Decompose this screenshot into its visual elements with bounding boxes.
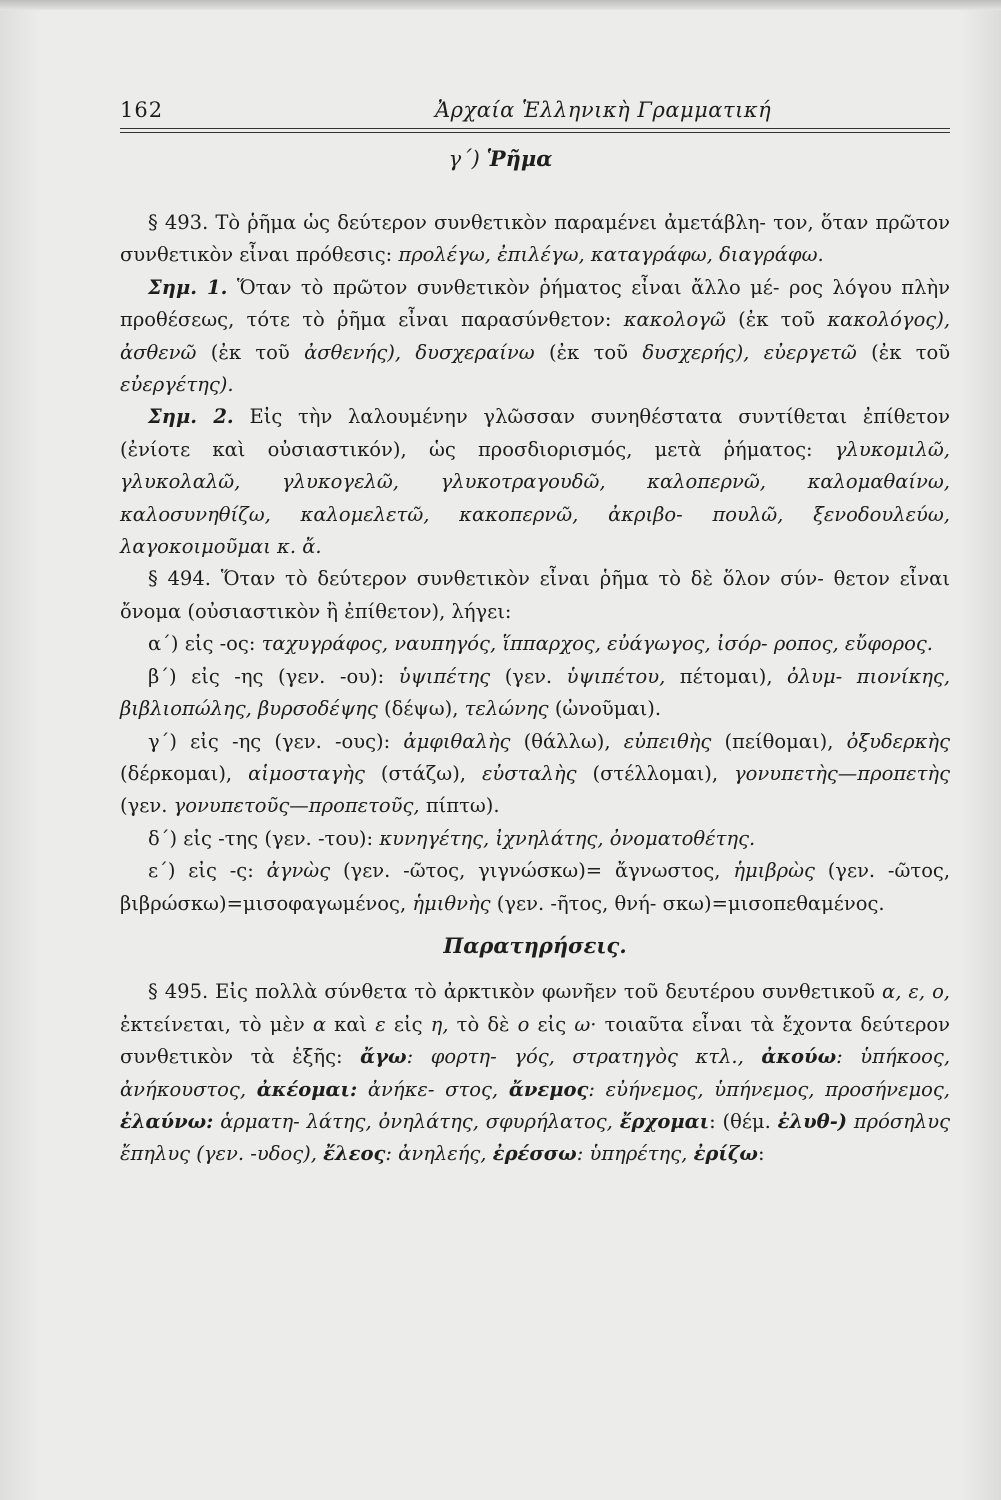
item-e-text: (γεν. -ῶτος, γιγνώσκω)=: [342, 859, 603, 883]
paragraph-495: [120, 976, 950, 1170]
p495-text: εἰς: [537, 1012, 567, 1036]
note1-word: κακολογῶ: [623, 308, 726, 332]
item-a: [120, 628, 950, 660]
p495-keyword: ἀκέομαι:: [256, 1077, 358, 1101]
note1-label: Σημ. 1.: [148, 275, 228, 299]
section-heading: [0, 146, 1001, 171]
p495-text: καὶ: [334, 1012, 368, 1036]
page-header: [120, 98, 950, 128]
item-e-text: ἄγνωστος,: [614, 859, 721, 883]
note1-word: ἀσθενής),: [304, 340, 402, 364]
item-c-word: γονυπετοῦς—προπετοῦς,: [173, 794, 420, 818]
item-c: [120, 726, 950, 823]
item-b-text: (ὠνοῦμαι).: [554, 697, 662, 721]
p495-text: ἐκτείνεται, τὸ μὲν: [120, 1012, 305, 1036]
item-b-word: ὑψιπέτου,: [566, 664, 666, 688]
item-e-word: ἡμιθνὴς: [412, 891, 491, 915]
note1-text: (ἐκ τοῦ: [548, 340, 628, 364]
p495-text: συνθετικοῦ: [761, 980, 876, 1004]
observations-heading: Παρατηρήσεις.: [443, 932, 627, 958]
running-title: Ἀρχαία Ἑλληνικὴ Γραμματική: [435, 98, 772, 122]
p494-line1: § 494. Ὅταν τὸ δεύτερον συνθετικὸν εἶναι ῥῆμα τὸ δὲ ὅλον σύν-: [148, 567, 824, 591]
p495-vowel: ο: [517, 1012, 530, 1036]
note2-line1: Εἰς τὴν λαλουμένην γλῶσσαν συνηθέστατα συντίθεται: [249, 405, 848, 429]
note2-line4: καλομαθαίνω, καλοσυνηθίζω, καλομελετῶ, κακοπερνῶ, ἀκριβο-: [120, 470, 950, 526]
p495-example: ἔπηλυς (γεν. -υδος),: [120, 1142, 317, 1166]
note1-word: εὐεργετῶ: [763, 340, 857, 364]
p495-keyword: ἀκούω: [761, 1045, 837, 1069]
p495-keyword: ἐρίζω: [693, 1142, 758, 1166]
item-b-label: β΄) εἰς -ης (γεν. -ου):: [148, 664, 385, 688]
section-mark: γ΄): [448, 147, 480, 171]
p494-line2: θετον εἶναι ὄνομα (οὐσιαστικὸν ἢ ἐπίθετον), λήγει:: [120, 567, 950, 623]
p495-text: τοιαῦτα εἶναι τὰ ἔχοντα δεύτερον συνθετικὸν τὰ ἑξῆς:: [120, 1012, 951, 1069]
item-c-text: (δέρκομαι),: [120, 761, 233, 785]
p495-example: : ὑπήκοος, ἀνήκουστος,: [120, 1045, 951, 1101]
item-c-text: (πείθομαι),: [724, 729, 834, 753]
note1-word: ἀσθενῶ: [120, 340, 197, 364]
paragraph-494: [120, 563, 950, 628]
p495-example: : φορτη-: [406, 1045, 497, 1069]
p495-text: § 495. Εἰς πολλὰ σύνθετα τὸ ἀρκτικὸν φωνῆεν τοῦ δευτέρου: [148, 980, 755, 1004]
item-c-text: (θάλλω),: [523, 729, 611, 753]
item-e-text: σκω)=μισοπεθαμένος.: [662, 891, 885, 915]
item-b-word: τελώνης: [464, 697, 549, 721]
item-c-word: γονυπετὴς—προπετὴς: [734, 761, 950, 785]
p495-example: γός, στρατηγὸς κτλ.,: [514, 1045, 744, 1069]
item-c-text: πίπτω).: [425, 794, 500, 818]
item-e-text: (γεν. -ῆτος, θνή-: [496, 891, 657, 915]
note1-word: εὐεργέτης).: [120, 373, 234, 397]
p495-vowel: ε: [375, 1012, 386, 1036]
p495-vowel: α, ε, ο,: [882, 980, 951, 1004]
p495-keyword: ἐλαύνω:: [120, 1109, 214, 1133]
item-c-word: ἀμφιθαλὴς: [403, 729, 511, 753]
body-text: [120, 207, 950, 1171]
note1-text: (ἐκ τοῦ: [871, 340, 951, 364]
p495-vowel: η,: [430, 1012, 449, 1036]
item-e-label: ε΄) εἰς -ς:: [148, 859, 254, 883]
header-rule-bottom: [120, 132, 950, 133]
section-title: Ῥῆμα: [486, 146, 553, 171]
p495-example: πρόσηλυς: [853, 1109, 950, 1133]
item-c-text: (στάζω),: [380, 761, 466, 785]
header-rule-top: [120, 128, 950, 129]
p495-example: ἁρματη-: [220, 1109, 300, 1133]
item-c-text: (στέλλομαι),: [592, 761, 719, 785]
paragraph-493: [120, 207, 950, 272]
note-2: [120, 401, 950, 563]
item-c-label: γ΄) εἰς -ης (γεν. -ους):: [148, 729, 391, 753]
note1-text: (ἐκ τοῦ: [210, 340, 290, 364]
p495-example: λάτης, ὀνηλάτης, σφυρήλατος,: [306, 1109, 613, 1133]
p495-example: : εὐήνεμος, ὑπήνεμος, προσήνεμος,: [588, 1077, 951, 1101]
note1-text: (ἐκ τοῦ: [738, 308, 816, 332]
p495-example: : ἀνηλεής,: [385, 1142, 487, 1166]
p495-keyword: ἐρέσσω: [492, 1142, 577, 1166]
note-1: [120, 272, 950, 402]
item-e-word: ἡμιβρὼς: [733, 859, 815, 883]
p495-keyword: ἐλυθ-): [777, 1109, 848, 1133]
item-c-text: (γεν.: [120, 794, 168, 818]
p495-vowel: α: [312, 1012, 326, 1036]
item-d-text: κυνηγέτης, ἰχνηλάτης, ὀνοματοθέτης.: [379, 826, 756, 850]
item-e-text: (γεν. -ῶτος, βιβρώσκω)=μισοφαγωμένος,: [120, 859, 951, 915]
item-b-text: πέτομαι),: [679, 664, 773, 688]
note2-line2: ἐπίθετον (ἐνίοτε καὶ οὐσιαστικόν), ὡς προσδιορισμός, μετὰ ῥήματος:: [120, 405, 950, 461]
p495-text: :: [757, 1142, 765, 1166]
item-e: [120, 855, 950, 920]
scan-edge: [0, 0, 1001, 10]
item-c-word: αἱμοσταγὴς: [248, 761, 365, 785]
item-d-label: δ΄) εἰς -της (γεν. -του):: [148, 826, 374, 850]
p495-example: : ὑπηρέτης,: [576, 1142, 688, 1166]
p493-line3: καταγράφω, διαγράφω.: [590, 243, 824, 267]
p495-text: εἰς: [393, 1012, 423, 1036]
item-e-word: ἀγνὼς: [266, 859, 331, 883]
p495-text: : (θέμ.: [709, 1109, 771, 1133]
item-a-text: ταχυγράφος, ναυπηγός, ἵππαρχος, εὐάγωγος, ἰσόρ-: [261, 632, 768, 656]
p493-line2b: προλέγω, ἐπιλέγω,: [398, 243, 585, 267]
p493-line1: § 493. Τὸ ῥῆμα ὡς δεύτερον συνθετικὸν παραμένει ἀμετάβλη-: [148, 211, 767, 234]
note2-line5: πουλῶ, ξενοδουλεύω, λαγοκοιμοῦμαι κ. ἄ.: [120, 502, 950, 559]
p495-keyword: ἄγω: [360, 1045, 407, 1069]
item-c-word: εὐπειθὴς: [623, 729, 712, 753]
note1-word: κακολόγος),: [827, 308, 951, 332]
item-b-text: (δέψω),: [383, 697, 459, 721]
p495-keyword: ἄνεμος: [508, 1077, 589, 1101]
p495-text: τὸ δὲ: [456, 1012, 510, 1036]
item-b-word: ὑψιπέτης: [398, 664, 491, 688]
note1-line1: Ὅταν τὸ πρῶτον συνθετικὸν ῥήματος εἶναι ἄλλο μέ-: [236, 275, 780, 299]
note1-word: δυσχεραίνω: [415, 340, 535, 364]
p495-keyword: ἔλεος: [323, 1142, 386, 1166]
note1-line2: ρος λόγου πλὴν προθέσεως, τότε τὸ ῥῆμα εἶναι παρασύνθετον:: [120, 275, 950, 332]
p493-line2a: τον, ὅταν πρῶτον συνθετικὸν εἶναι πρόθεσις:: [120, 211, 951, 267]
item-b-word: πιονίκης, βιβλιοπώλης, βυρσοδέψης: [120, 664, 951, 721]
item-b-word: ὀλυμ-: [787, 664, 843, 688]
item-c-word: εὐσταλὴς: [481, 761, 577, 785]
page-number: 162: [120, 98, 164, 122]
item-b-text: (γεν.: [504, 664, 553, 688]
p495-vowel: ω·: [574, 1012, 597, 1036]
item-c-word: ὀξυδερκὴς: [846, 729, 951, 753]
p495-example: ἀνήκε-: [367, 1077, 435, 1101]
note2-line3: γλυκομιλῶ, γλυκολαλῶ, γλυκογελῶ, γλυκοτραγουδῶ, καλοπερνῶ,: [120, 437, 950, 494]
note1-word: δυσχερής),: [642, 340, 750, 364]
item-a-label: α΄) εἰς -ος:: [148, 632, 256, 656]
p495-keyword: ἔρχομαι: [619, 1109, 710, 1133]
item-a-text: ροπος, εὔφορος.: [773, 632, 933, 656]
item-d: [120, 823, 950, 855]
p495-example: στος,: [445, 1077, 499, 1101]
note2-label: Σημ. 2.: [148, 405, 234, 429]
item-b: [120, 661, 950, 726]
